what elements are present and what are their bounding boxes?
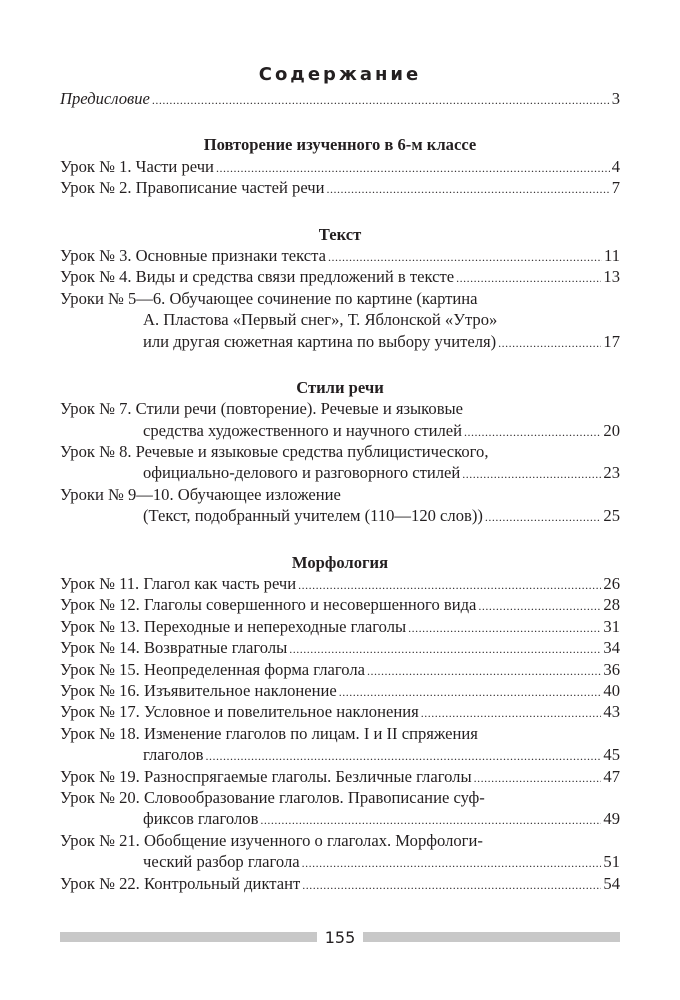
entry-line (60, 484, 620, 505)
entry-page: 47 (603, 766, 620, 786)
entry-page: 51 (603, 852, 620, 872)
toc-entry (60, 156, 620, 177)
entry-label: фиксов глаголов (143, 809, 259, 829)
entry-line (60, 245, 620, 266)
section-heading: Стили речи (296, 377, 384, 397)
toc-entry (60, 573, 620, 594)
entry-page: 43 (603, 702, 620, 722)
toc-entry (60, 701, 620, 722)
page-footer (60, 927, 620, 947)
dot-leader (302, 851, 602, 874)
toc-entry (60, 766, 620, 787)
entry-page: 54 (603, 873, 620, 893)
entry-page: 45 (603, 745, 620, 765)
dot-leader (328, 245, 602, 268)
entry-line (60, 744, 620, 765)
entry-line (60, 462, 620, 483)
entry-label: Урок № 13. Переходные и непереходные глаголы (60, 616, 407, 636)
dot-leader (408, 616, 601, 639)
toc-entry (60, 441, 620, 484)
entry-label: Предисловие (60, 89, 150, 108)
entry-line (60, 873, 620, 894)
dot-leader (298, 573, 601, 596)
dot-leader (485, 505, 602, 528)
section-heading: Повторение изученного в 6-м классе (203, 135, 477, 155)
entry-line (60, 420, 620, 441)
entry-line (60, 309, 620, 330)
dot-leader (289, 637, 601, 660)
toc-entry (60, 680, 620, 701)
entry-line (60, 616, 620, 637)
entry-line (60, 288, 620, 309)
footer-bar-right (363, 932, 620, 942)
section-heading: Текст (318, 224, 362, 244)
dot-leader (456, 266, 601, 289)
entry-label: Урок № 14. Возвратные глаголы (60, 638, 288, 658)
entry-page: 4 (611, 156, 620, 176)
entry-page: 20 (603, 420, 620, 440)
dot-leader (152, 88, 610, 111)
entry-line (60, 808, 620, 829)
entry-label: Урок № 17. Условное и повелительное наклонения (60, 702, 419, 722)
page-number: 155 (324, 927, 356, 947)
entry-line (60, 441, 620, 462)
dot-leader (478, 594, 601, 617)
entry-label: Урок № 18. Изменение глаголов по лицам. I и II спряжения (60, 723, 478, 743)
entry-label: официально-делового и разговорного стилей (143, 463, 461, 483)
entry-line (60, 398, 620, 419)
entry-line (60, 659, 620, 680)
entry-label: Урок № 1. Части речи (60, 156, 214, 176)
entry-label: Урок № 15. Неопределенная форма глагола (60, 659, 366, 679)
dot-leader (327, 177, 610, 200)
footer-bar-left (60, 932, 317, 942)
entry-line (60, 594, 620, 615)
toc-entry (60, 637, 620, 658)
entry-line (60, 266, 620, 287)
entry-line (60, 723, 620, 744)
entry-label: Урок № 21. Обобщение изученного о глаголах. Морфологи- (60, 830, 483, 850)
entry-label: Урок № 20. Словообразование глаголов. Правописание суф- (60, 787, 485, 807)
dot-leader (260, 808, 601, 831)
entry-page: 26 (603, 574, 620, 594)
entry-label: Урок № 8. Речевые и языковые средства публицистического, (60, 442, 489, 462)
entry-page: 3 (611, 89, 620, 108)
entry-line (60, 573, 620, 594)
entry-page: 23 (603, 463, 620, 483)
entry-label: Урок № 19. Разноспрягаемые глаголы. Безличные глаголы (60, 766, 472, 786)
entry-page: 49 (603, 809, 620, 829)
entry-label: Урок № 16. Изъявительное наклонение (60, 680, 337, 700)
toc-entry (60, 484, 620, 527)
entry-label: Урок № 7. Стили речи (повторение). Речевые и языковые (60, 399, 464, 419)
toc-entry (60, 787, 620, 830)
entry-label: Урок № 22. Контрольный диктант (60, 873, 301, 893)
toc-section (60, 552, 620, 894)
entry-label: ческий разбор глагола (143, 852, 300, 872)
page-title: Содержание (258, 64, 422, 85)
entry-label: Урок № 11. Глагол как часть речи (60, 574, 297, 594)
dot-leader (474, 766, 602, 789)
toc-entry-preface (60, 88, 620, 109)
entry-page: 28 (603, 595, 620, 615)
entry-label: Уроки № 5—6. Обучающее сочинение по картине (картина (60, 288, 478, 308)
entry-line (60, 766, 620, 787)
entry-page: 13 (603, 267, 620, 287)
entry-label: Урок № 3. Основные признаки текста (60, 245, 326, 265)
toc-entry (60, 266, 620, 287)
entry-page: 7 (611, 178, 620, 198)
entry-label: Урок № 12. Глаголы совершенного и несовершенного вида (60, 595, 477, 615)
entry-page: 36 (603, 659, 620, 679)
toc-entry (60, 830, 620, 873)
entry-label: Уроки № 9—10. Обучающее изложение (60, 484, 341, 504)
entry-page: 25 (603, 506, 620, 526)
toc-entry (60, 594, 620, 615)
entry-label: средства художественного и научного стилей (143, 420, 462, 440)
dot-leader (339, 680, 602, 703)
entry-label: А. Пластова «Первый снег», Т. Яблонской «Утро» (143, 310, 498, 330)
toc-section (60, 134, 620, 198)
entry-label: (Текст, подобранный учителем (110—120 слов)) (143, 506, 483, 526)
toc-entry (60, 245, 620, 266)
entry-page: 17 (603, 331, 620, 351)
toc-entry (60, 873, 620, 894)
entry-line (60, 331, 620, 352)
entry-line (60, 701, 620, 722)
dot-leader (498, 331, 601, 354)
toc-entry (60, 177, 620, 198)
toc-entry (60, 659, 620, 680)
toc-entry (60, 398, 620, 441)
entry-page: 31 (603, 616, 620, 636)
dot-leader (462, 462, 601, 485)
entry-line (60, 830, 620, 851)
toc-entry (60, 288, 620, 352)
entry-line (60, 156, 620, 177)
dot-leader (302, 873, 601, 896)
dot-leader (216, 156, 610, 179)
dot-leader (464, 420, 601, 443)
toc-entry (60, 723, 620, 766)
toc-section (60, 224, 620, 352)
entry-line (60, 851, 620, 872)
toc-entry (60, 616, 620, 637)
entry-page: 34 (603, 638, 620, 658)
entry-line (60, 505, 620, 526)
table-of-contents (60, 62, 620, 894)
entry-page: 11 (604, 245, 620, 265)
dot-leader (367, 659, 601, 682)
entry-line (60, 680, 620, 701)
entry-label: Урок № 2. Правописание частей речи (60, 178, 325, 198)
section-heading: Морфология (291, 552, 389, 572)
entry-label: глаголов (143, 745, 204, 765)
dot-leader (421, 701, 602, 724)
entry-line (60, 177, 620, 198)
toc-section (60, 377, 620, 527)
sections (60, 134, 620, 894)
entry-line (60, 637, 620, 658)
entry-page: 40 (603, 680, 620, 700)
entry-label: или другая сюжетная картина по выбору учителя) (143, 331, 497, 351)
entry-line (60, 787, 620, 808)
entry-label: Урок № 4. Виды и средства связи предложений в тексте (60, 267, 455, 287)
dot-leader (206, 744, 602, 767)
